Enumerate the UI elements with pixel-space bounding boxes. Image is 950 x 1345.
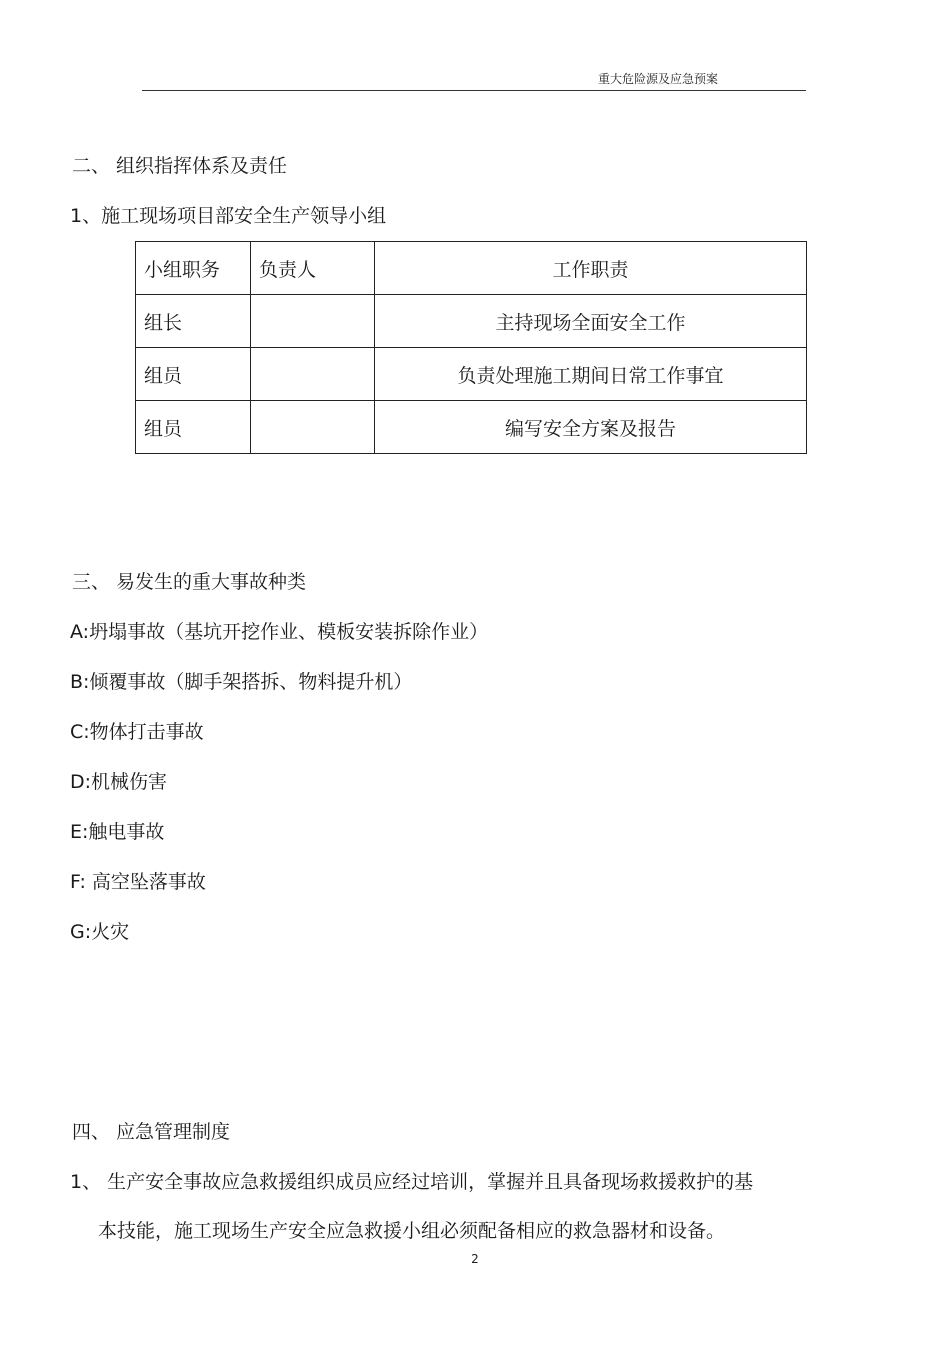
header-cell-duty bbox=[375, 242, 807, 295]
table-row bbox=[136, 295, 807, 348]
cell-duty bbox=[375, 401, 807, 454]
section-4-paragraph-line-2: 本技能，施工现场生产安全应急救援小组必须配备相应的救急器材和设备。 bbox=[98, 1220, 726, 1242]
cell-role: 组员 bbox=[136, 401, 251, 454]
running-header: 重大危险源及应急预案 bbox=[598, 72, 719, 86]
cell-person bbox=[251, 295, 375, 348]
accident-item-b: B:倾覆事故（脚手架搭拆、物料提升机） bbox=[70, 671, 413, 693]
accident-item-f: F: 高空坠落事故 bbox=[70, 871, 206, 893]
accident-item-e: E:触电事故 bbox=[70, 821, 165, 843]
header-cell-role: 小组职务 bbox=[136, 242, 251, 295]
table-row bbox=[136, 401, 807, 454]
section-2-heading: 二、 组织指挥体系及责任 bbox=[72, 155, 288, 177]
cell-person bbox=[251, 401, 375, 454]
section-3-heading: 三、 易发生的重大事故种类 bbox=[72, 571, 307, 593]
table-header-row bbox=[136, 242, 807, 295]
accident-item-c: C:物体打击事故 bbox=[70, 721, 204, 743]
accident-item-a: A:坍塌事故（基坑开挖作业、模板安装拆除作业） bbox=[70, 621, 489, 643]
duty-text: 主持现场全面安全工作 bbox=[495, 311, 686, 334]
duty-text: 编写安全方案及报告 bbox=[504, 417, 676, 440]
duty-header-text: 工作职责 bbox=[552, 258, 629, 281]
cell-role: 组员 bbox=[136, 348, 251, 401]
cell-duty bbox=[375, 295, 807, 348]
header-cell-person: 负责人 bbox=[251, 242, 375, 295]
cell-person bbox=[251, 348, 375, 401]
page-number: 2 bbox=[471, 1252, 479, 1266]
duty-text: 负责处理施工期间日常工作事宜 bbox=[457, 364, 724, 387]
table-row bbox=[136, 348, 807, 401]
header-rule bbox=[142, 90, 806, 91]
accident-item-g: G:火灾 bbox=[70, 921, 130, 943]
leadership-group-table bbox=[135, 241, 807, 454]
section-4-heading: 四、 应急管理制度 bbox=[72, 1121, 231, 1143]
cell-role: 组长 bbox=[136, 295, 251, 348]
cell-duty bbox=[375, 348, 807, 401]
section-4-paragraph-line-1: 1、 生产安全事故应急救援组织成员应经过培训，掌握并且具备现场救援救护的基 bbox=[70, 1171, 754, 1193]
accident-item-d: D:机械伤害 bbox=[70, 771, 168, 793]
section-2-subheading: 1、施工现场项目部安全生产领导小组 bbox=[70, 205, 387, 227]
